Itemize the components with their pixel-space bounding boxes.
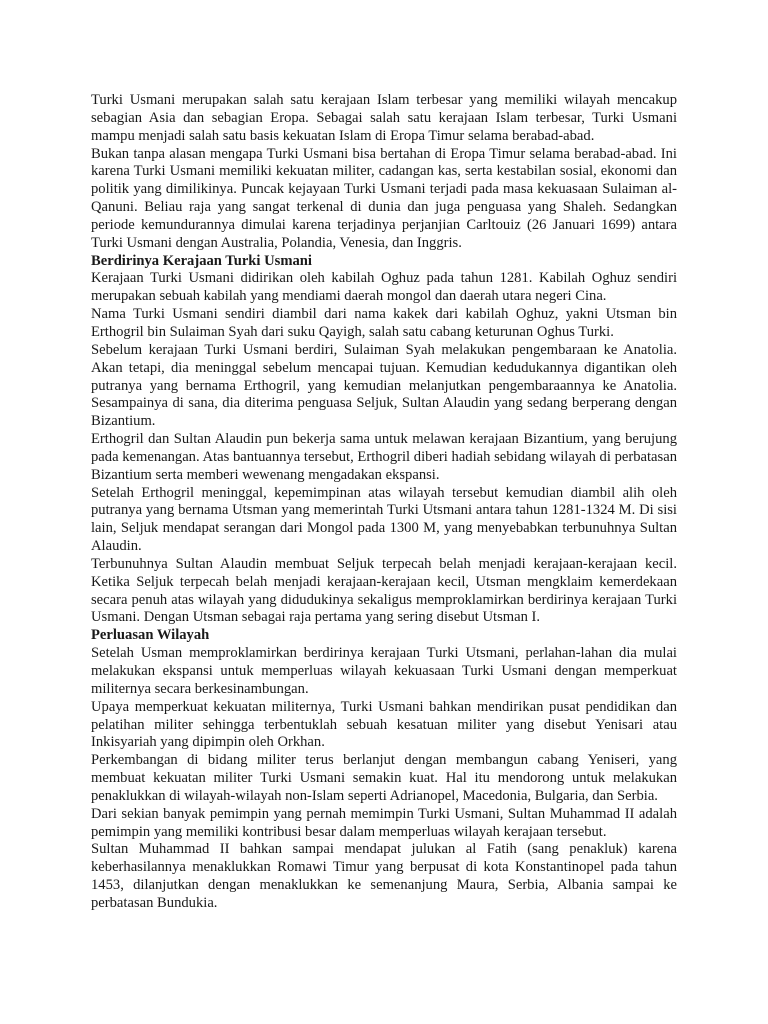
perluasan-paragraph-2: Upaya memperkuat kekuatan militernya, Turki Usmani bahkan mendirikan pusat pendidikan dan pelatihan militer sehingga terbentuklah sebuah kesatuan militer yang disebut Yenisari atau Inkisyariah yang dipimpin oleh Orkhan. — [91, 698, 677, 751]
perluasan-paragraph-5: Sultan Muhammad II bahkan sampai mendapat julukan al Fatih (sang penakluk) karena keberhasilannya menaklukkan Romawi Timur yang berpusat di kota Konstantinopel pada tahun 1453, dilanjutkan dengan menaklukkan ke semenanjung Maura, Serbia, Albania sampai ke perbatasan Bundukia. — [91, 841, 677, 911]
berdirinya-paragraph-6: Terbunuhnya Sultan Alaudin membuat Seljuk terpecah belah menjadi kerajaan-kerajaan kecil. Ketika Seljuk terpecah belah menjadi kerajaan-kerajaan kecil, Utsman mengklaim kemerdekaan secara penuh atas wilayah yang didudukinya sekaligus memproklamirkan berdirinya kerajaan Turki Usmani. Dengan Utsman sebagai raja pertama yang sering disebut Utsman I. — [91, 555, 677, 626]
intro-paragraph-2: Bukan tanpa alasan mengapa Turki Usmani bisa bertahan di Eropa Timur selama berabad-abad. Ini karena Turki Usmani memiliki kekuatan militer, cadangan kas, serta kestabilan sosial, ekonomi dan politik yang dimilikinya. Puncak kejayaan Turki Usmani terjadi pada masa kekuasaan Sulaiman al-Qanuni. Beliau raja yang sangat terkenal di dunia dan juga penguasa yang Shaleh. Sedangkan periode kemundurannya dimulai karena terjadinya perjanjian Carltouiz (26 Januari 1699) antara Turki Usmani dengan Australia, Polandia, Venesia, dan Inggris. — [91, 145, 677, 251]
perluasan-paragraph-3: Perkembangan di bidang militer terus berlanjut dengan membangun cabang Yeniseri, yang membuat kekuatan militer Turki Usmani semakin kuat. Hal itu mendorong untuk melakukan penaklukkan di wilayah-wilayah non-Islam seperti Adrianopel, Macedonia, Bulgaria, dan Serbia. — [91, 752, 677, 804]
berdirinya-paragraph-5: Setelah Erthogril meninggal, kepemimpinan atas wilayah tersebut kemudian diambil alih oleh putranya yang bernama Utsman yang memerintah Turki Utsmani antara tahun 1281-1324 M. Di sisi lain, Seljuk mendapat serangan dari Mongol pada 1300 M, yang menyebabkan terbunuhnya Sultan Alaudin. — [91, 484, 677, 555]
berdirinya-paragraph-1: Kerajaan Turki Usmani didirikan oleh kabilah Oghuz pada tahun 1281. Kabilah Oghuz sendiri merupakan sebuah kabilah yang mendiami daerah mongol dan daerah utara negeri Cina. — [91, 270, 677, 305]
section-heading-perluasan: Perluasan Wilayah — [91, 627, 210, 644]
berdirinya-paragraph-2: Nama Turki Usmani sendiri diambil dari nama kakek dari kabilah Oghuz, yakni Utsman bin Erthogril bin Sulaiman Syah dari suku Qayigh, salah satu cabang keturunan Oghus Turki. — [91, 306, 677, 340]
intro-paragraph-1: Turki Usmani merupakan salah satu kerajaan Islam terbesar yang memiliki wilayah mencakup sebagian Asia dan sebagian Eropa. Sebagai salah satu kerajaan Islam terbesar, Turki Usmani mampu menjadi salah satu basis kekuatan Islam di Eropa Timur selama berabad-abad. — [91, 92, 677, 144]
section-heading-berdirinya: Berdirinya Kerajaan Turki Usmani — [91, 252, 312, 269]
berdirinya-paragraph-3: Sebelum kerajaan Turki Usmani berdiri, Sulaiman Syah melakukan pengembaraan ke Anatolia. Akan tetapi, dia meninggal sebelum mencapai tujuan. Kemudian kedudukannya digantikan oleh putranya yang bernama Erthogril, yang kemudian melanjutkan pengembaraannya ke Anatolia. Sesampainya di sana, dia diterima penguasa Seljuk, Sultan Alaudin yang sedang berperang dengan Bizantium. — [91, 341, 677, 430]
berdirinya-paragraph-4: Erthogril dan Sultan Alaudin pun bekerja sama untuk melawan kerajaan Bizantium, yang berujung pada kemenangan. Atas bantuannya tersebut, Erthogril diberi hadiah sebidang wilayah di perbatasan Bizantium serta memberi wewenang mengadakan ekspansi. — [91, 431, 677, 483]
perluasan-paragraph-4: Dari sekian banyak pemimpin yang pernah memimpin Turki Usmani, Sultan Muhammad II adalah pemimpin yang memiliki kontribusi besar dalam memperluas wilayah kerajaan tersebut. — [91, 805, 677, 840]
perluasan-paragraph-1: Setelah Usman memproklamirkan berdirinya kerajaan Turki Utsmani, perlahan-lahan dia mulai melakukan ekspansi untuk memperluas wilayah kekuasaan Turki Usmani dengan memperkuat militernya secara berkesinambungan. — [91, 645, 677, 697]
document-body — [91, 92, 677, 913]
